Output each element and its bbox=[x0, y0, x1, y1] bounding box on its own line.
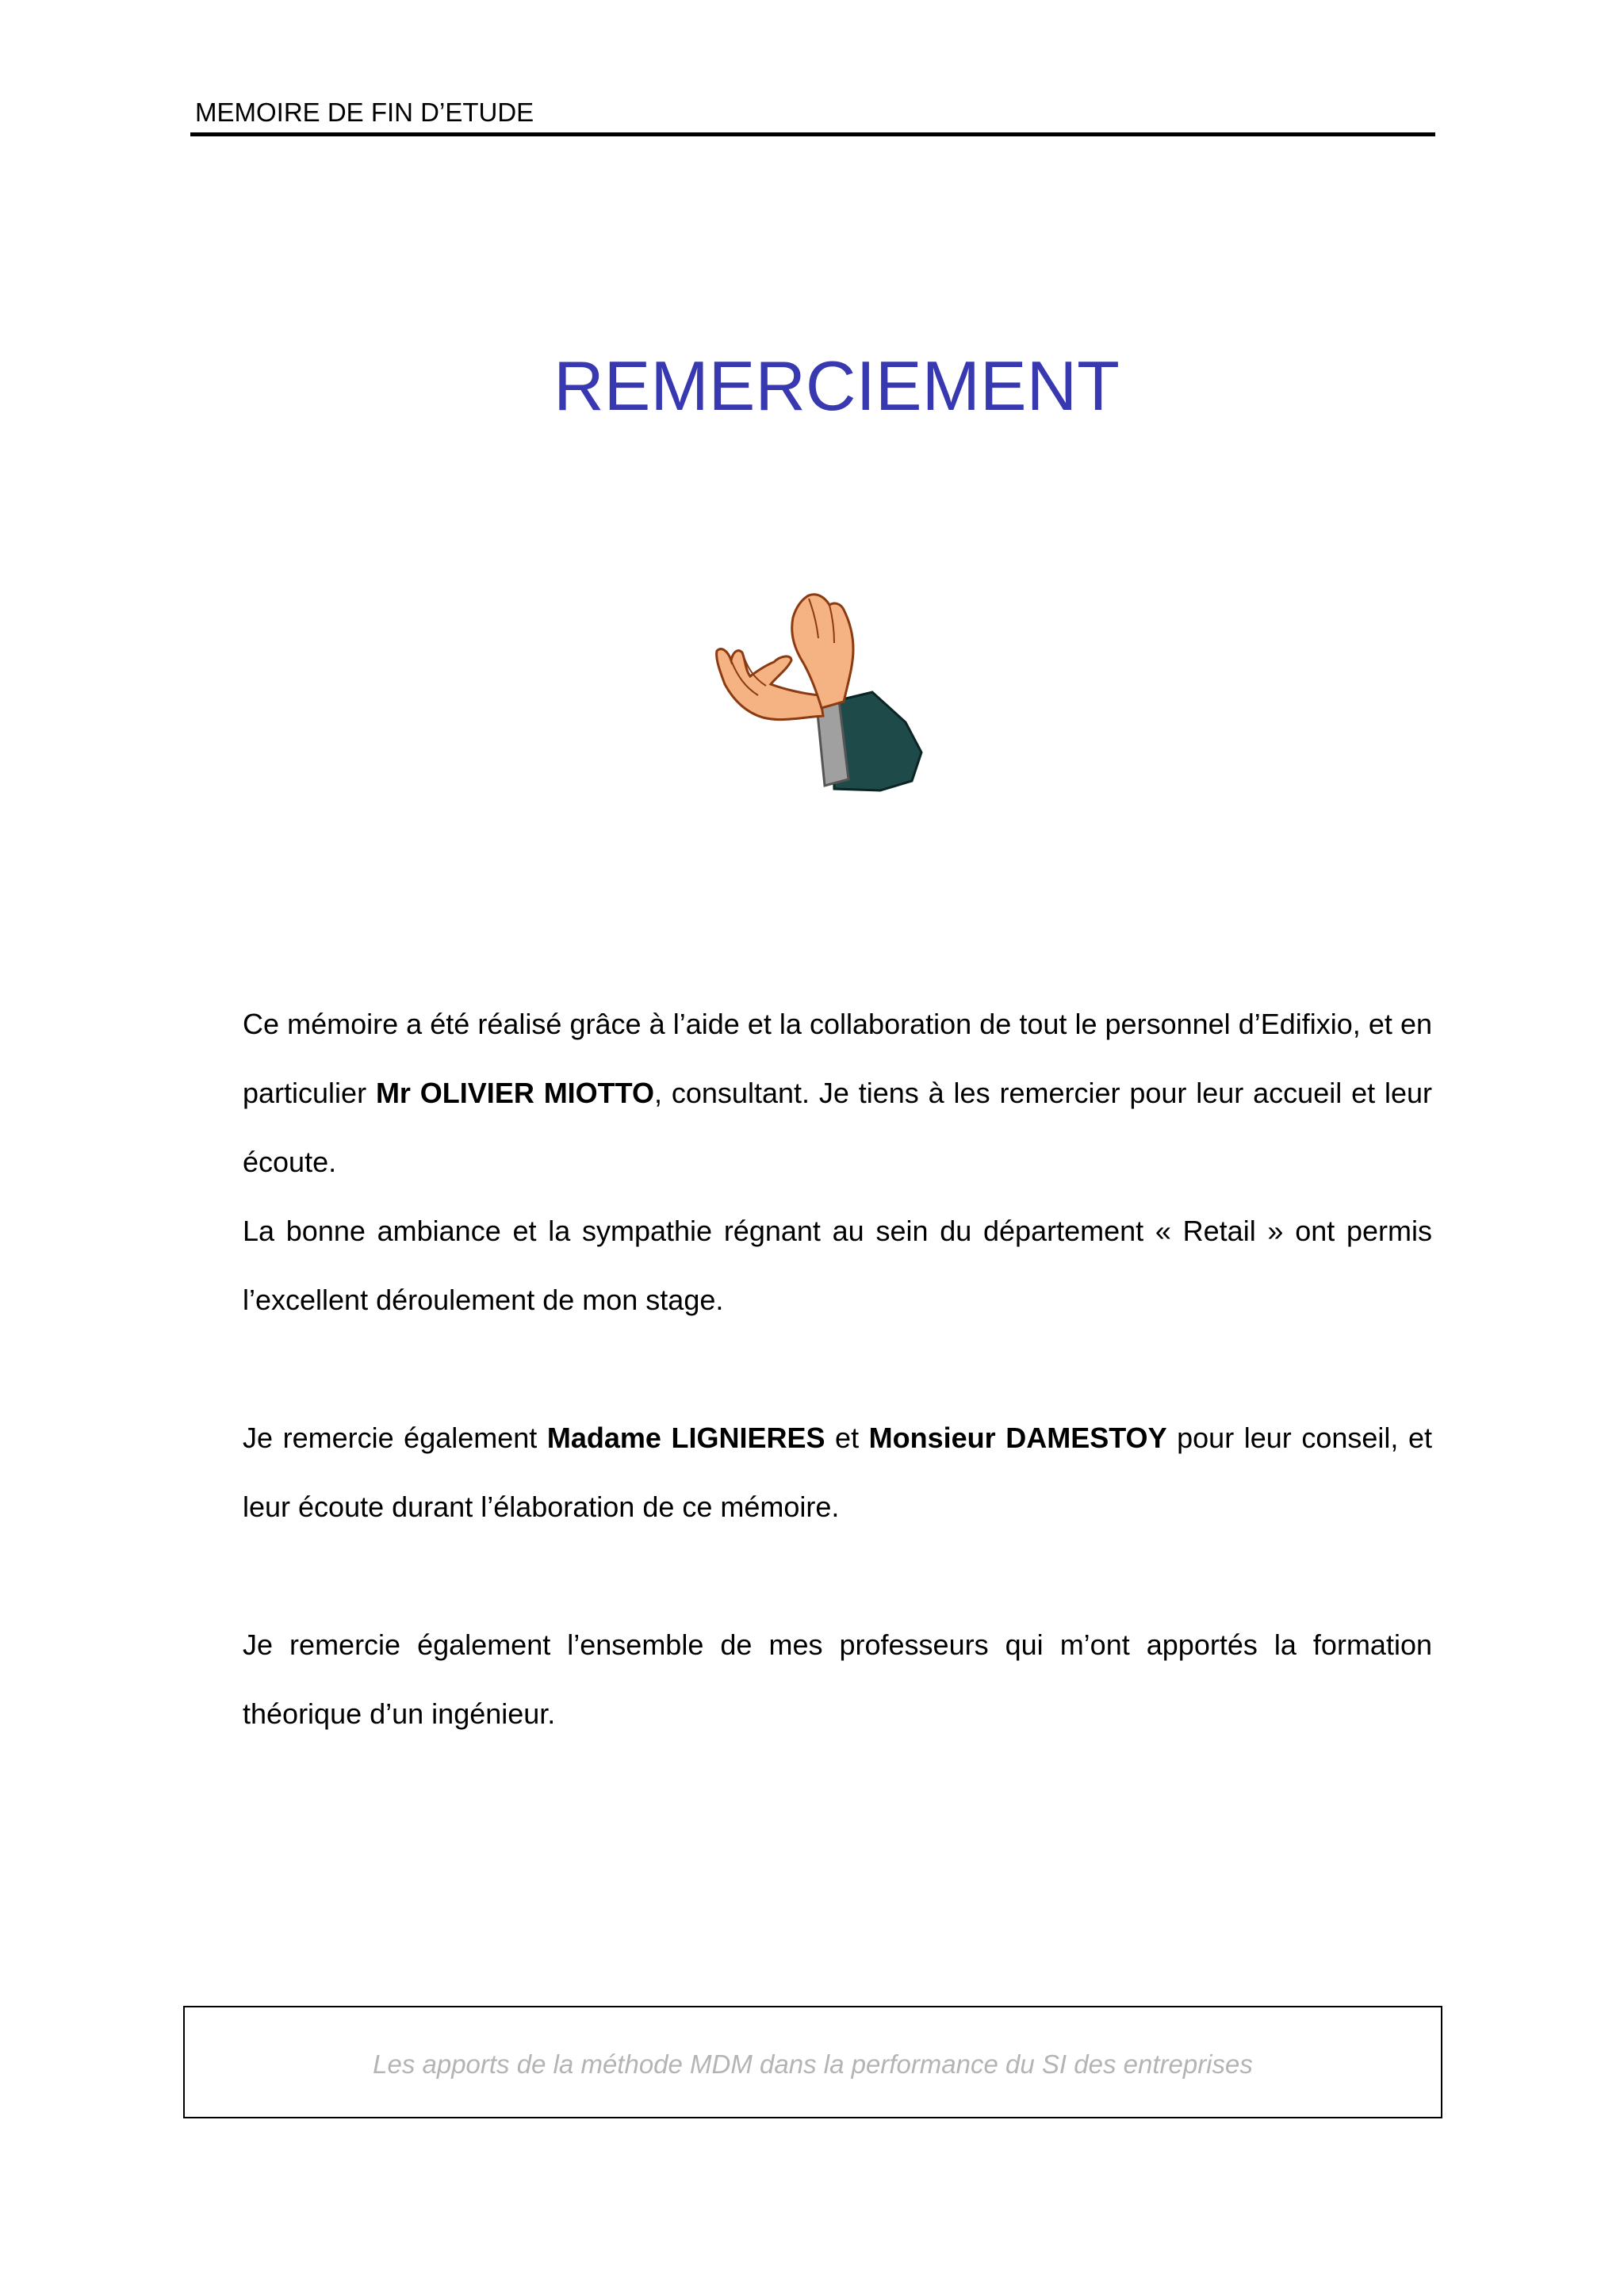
page-title: REMERCIEMENT bbox=[553, 346, 1120, 425]
page-footer bbox=[183, 2006, 1442, 2118]
right-hand-shape bbox=[792, 595, 853, 708]
footer-title: Les apports de la méthode MDM dans la performance du SI des entreprises bbox=[373, 2049, 1253, 2079]
paragraph-3: Je remercie également Madame LIGNIERES et Monsieur DAMESTOY pour leur conseil, et leur écoute durant l’élaboration de ce mémoire. bbox=[243, 1422, 1432, 1523]
paragraph-2: La bonne ambiance et la sympathie régnant au sein du département « Retail » ont permis l’excellent déroulement de mon stage. bbox=[243, 1215, 1432, 1316]
paragraph-4: Je remercie également l’ensemble de mes professeurs qui m’ont apportés la formation théorique d’un ingénieur. bbox=[243, 1628, 1432, 1730]
clapping-hands-icon bbox=[698, 583, 928, 797]
name-olivier-miotto: Mr OLIVIER MIOTTO bbox=[375, 1077, 655, 1109]
acknowledgement-text bbox=[243, 989, 1432, 1748]
page-header bbox=[190, 97, 1435, 136]
name-madame-lignieres: Madame LIGNIERES bbox=[546, 1422, 825, 1454]
name-monsieur-damestoy: Monsieur DAMESTOY bbox=[868, 1422, 1167, 1454]
header-title: MEMOIRE DE FIN D’ETUDE bbox=[195, 98, 534, 127]
paragraph-1: Ce mémoire a été réalisé grâce à l’aide et la collaboration de tout le personnel d’Edifixio, et en particulier Mr OLIVIER MIOTTO, consultant. Je tiens à les remercier pour leur accueil et leur écoute. bbox=[243, 1008, 1433, 1178]
